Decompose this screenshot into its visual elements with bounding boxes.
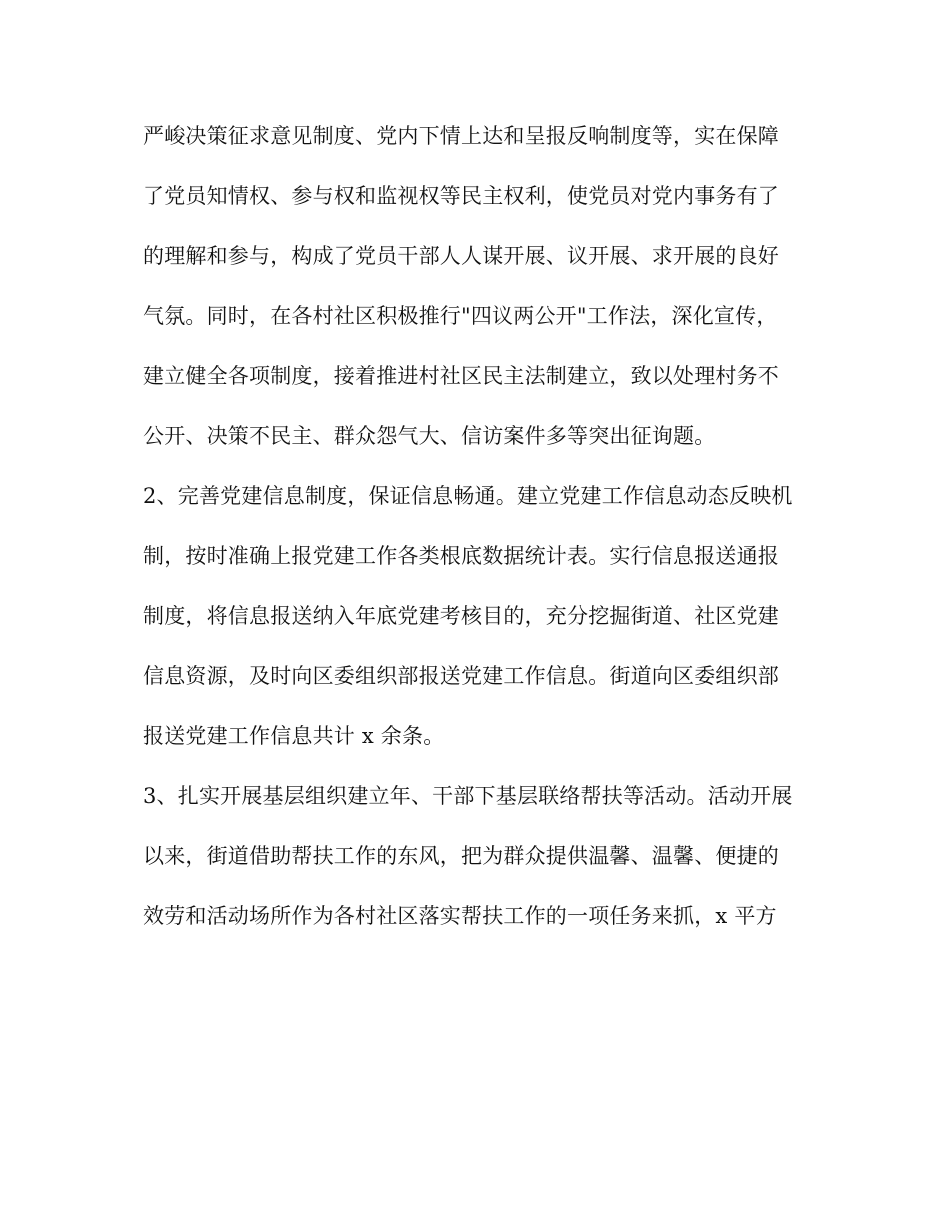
document-body (143, 120, 823, 960)
text-line: 严峻决策征求意见制度、党内下情上达和呈报反响制度等，实在保障 (143, 124, 779, 148)
text-line: 建立健全各项制度，接着推进村社区民主法制建立，致以处理村务不 (143, 364, 779, 388)
text-line: 制度，将信息报送纳入年底党建考核目的，充分挖掘街道、社区党建 (143, 604, 779, 628)
text-line: 以来，街道借助帮扶工作的东风，把为群众提供温馨、温馨、便捷的 (143, 844, 779, 868)
text-line: 公开、决策不民主、群众怨气大、信访案件多等突出征询题。 (143, 424, 716, 448)
text-line: 信息资源，及时向区委组织部报送党建工作信息。街道向区委组织部 (143, 664, 779, 688)
text-line: 气氛。同时，在各村社区积极推行"四议两公开"工作法，深化宣传， (143, 304, 778, 328)
text-line: 2、完善党建信息制度，保证信息畅通。建立党建工作信息动态反映机 (143, 484, 793, 508)
text-line: 了党员知情权、参与权和监视权等民主权利，使党员对党内事务有了 (143, 184, 779, 208)
text-line: 的理解和参与，构成了党员干部人人谋开展、议开展、求开展的良好 (143, 244, 779, 268)
text-line: 制，按时准确上报党建工作各类根底数据统计表。实行信息报送通报 (143, 544, 779, 568)
text-line: 报送党建工作信息共计 x 余条。 (143, 724, 445, 748)
text-line: 效劳和活动场所作为各村社区落实帮扶工作的一项任务来抓，x 平方 (143, 904, 777, 928)
text-line: 3、扎实开展基层组织建立年、干部下基层联络帮扶等活动。活动开展 (143, 784, 793, 808)
